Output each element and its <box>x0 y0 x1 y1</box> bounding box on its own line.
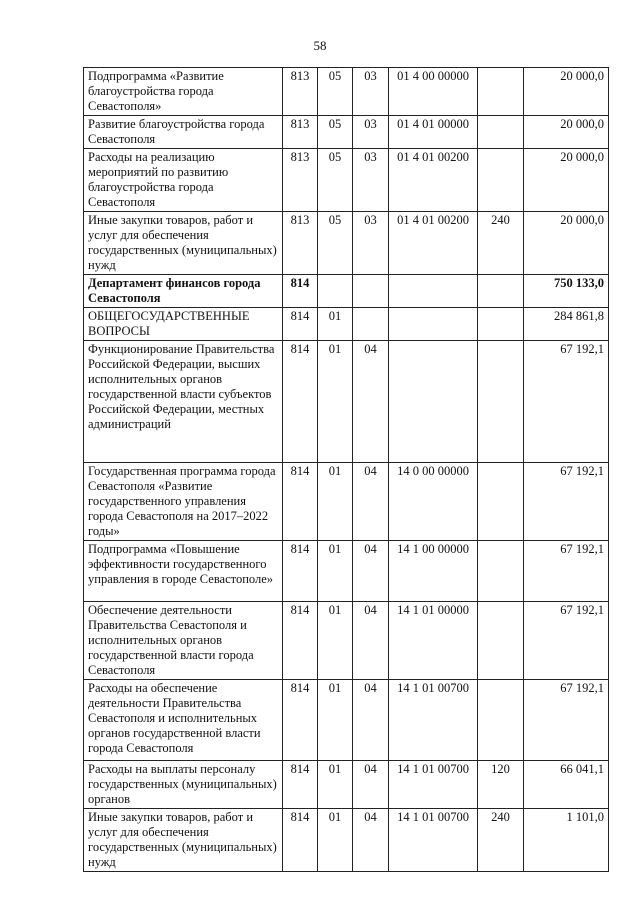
cell-target-article-code: 14 1 00 00000 <box>389 541 478 602</box>
table-row <box>84 341 609 463</box>
cell-amount: 20 000,0 <box>524 149 609 212</box>
cell-name: Иные закупки товаров, работ и услуг для обеспечения государственных (муниципальных) нужд <box>84 809 283 872</box>
cell-target-article-code: 01 4 00 00000 <box>389 68 478 116</box>
cell-expense-type-code <box>478 308 524 341</box>
cell-section-code: 05 <box>318 116 353 149</box>
table-row <box>84 541 609 602</box>
cell-ved-code: 814 <box>283 275 318 308</box>
cell-target-article-code: 01 4 01 00200 <box>389 149 478 212</box>
cell-target-article-code: 14 1 01 00700 <box>389 680 478 761</box>
cell-subsection-code: 04 <box>353 341 389 463</box>
cell-amount: 20 000,0 <box>524 68 609 116</box>
cell-section-code: 01 <box>318 341 353 463</box>
cell-amount: 1 101,0 <box>524 809 609 872</box>
cell-ved-code: 813 <box>283 149 318 212</box>
cell-target-article-code <box>389 341 478 463</box>
cell-amount: 20 000,0 <box>524 116 609 149</box>
cell-name: Подпрограмма «Развитие благоустройства города Севастополя» <box>84 68 283 116</box>
cell-ved-code: 814 <box>283 680 318 761</box>
cell-target-article-code <box>389 308 478 341</box>
cell-subsection-code <box>353 308 389 341</box>
budget-table <box>83 67 609 872</box>
cell-subsection-code: 04 <box>353 680 389 761</box>
cell-subsection-code <box>353 275 389 308</box>
cell-expense-type-code <box>478 602 524 680</box>
cell-target-article-code: 01 4 01 00200 <box>389 212 478 275</box>
cell-amount: 66 041,1 <box>524 761 609 809</box>
cell-ved-code: 814 <box>283 541 318 602</box>
cell-expense-type-code: 240 <box>478 212 524 275</box>
cell-name: Подпрограмма «Повышение эффективности государственного управления в городе Севастополе» <box>84 541 283 602</box>
cell-subsection-code: 04 <box>353 809 389 872</box>
cell-subsection-code: 03 <box>353 116 389 149</box>
cell-expense-type-code <box>478 68 524 116</box>
cell-name: Развитие благоустройства города Севастополя <box>84 116 283 149</box>
cell-amount: 20 000,0 <box>524 212 609 275</box>
table-row <box>84 602 609 680</box>
cell-section-code: 01 <box>318 761 353 809</box>
cell-target-article-code <box>389 275 478 308</box>
cell-amount: 750 133,0 <box>524 275 609 308</box>
cell-amount: 67 192,1 <box>524 541 609 602</box>
cell-expense-type-code: 120 <box>478 761 524 809</box>
cell-subsection-code: 04 <box>353 541 389 602</box>
cell-expense-type-code <box>478 341 524 463</box>
cell-section-code: 01 <box>318 680 353 761</box>
table-row <box>84 275 609 308</box>
cell-section-code: 01 <box>318 463 353 541</box>
table-row <box>84 680 609 761</box>
cell-subsection-code: 04 <box>353 761 389 809</box>
cell-subsection-code: 03 <box>353 149 389 212</box>
cell-amount: 284 861,8 <box>524 308 609 341</box>
table-row <box>84 463 609 541</box>
cell-ved-code: 813 <box>283 68 318 116</box>
cell-name: ОБЩЕГОСУДАРСТВЕННЫЕ ВОПРОСЫ <box>84 308 283 341</box>
cell-ved-code: 813 <box>283 212 318 275</box>
cell-name: Обеспечение деятельности Правительства Севастополя и исполнительных органов государственной власти города Севастополя <box>84 602 283 680</box>
cell-expense-type-code: 240 <box>478 809 524 872</box>
cell-target-article-code: 14 1 01 00700 <box>389 809 478 872</box>
cell-name: Иные закупки товаров, работ и услуг для обеспечения государственных (муниципальных) нужд <box>84 212 283 275</box>
cell-section-code: 01 <box>318 809 353 872</box>
cell-ved-code: 814 <box>283 463 318 541</box>
cell-name: Департамент финансов города Севастополя <box>84 275 283 308</box>
cell-target-article-code: 14 1 01 00000 <box>389 602 478 680</box>
cell-section-code: 05 <box>318 212 353 275</box>
cell-expense-type-code <box>478 149 524 212</box>
cell-subsection-code: 04 <box>353 602 389 680</box>
cell-subsection-code: 03 <box>353 68 389 116</box>
cell-subsection-code: 03 <box>353 212 389 275</box>
cell-amount: 67 192,1 <box>524 341 609 463</box>
cell-expense-type-code <box>478 680 524 761</box>
cell-section-code: 01 <box>318 308 353 341</box>
cell-ved-code: 814 <box>283 308 318 341</box>
cell-name: Расходы на обеспечение деятельности Правительства Севастополя и исполнительных органов государственной власти города Севастополя <box>84 680 283 761</box>
cell-name: Функционирование Правительства Российской Федерации, высших исполнительных органов государственной власти субъектов Российской Федерации, местных администраций <box>84 341 283 463</box>
table-row <box>84 308 609 341</box>
cell-ved-code: 814 <box>283 761 318 809</box>
cell-section-code: 01 <box>318 602 353 680</box>
table-row <box>84 149 609 212</box>
cell-section-code: 05 <box>318 68 353 116</box>
table-row <box>84 212 609 275</box>
cell-ved-code: 814 <box>283 809 318 872</box>
cell-section-code: 01 <box>318 541 353 602</box>
cell-target-article-code: 01 4 01 00000 <box>389 116 478 149</box>
cell-name: Расходы на выплаты персоналу государственных (муниципальных) органов <box>84 761 283 809</box>
budget-table-body <box>84 68 609 872</box>
table-row <box>84 68 609 116</box>
cell-name: Расходы на реализацию мероприятий по развитию благоустройства города Севастополя <box>84 149 283 212</box>
cell-expense-type-code <box>478 275 524 308</box>
page-number: 58 <box>313 38 327 53</box>
cell-expense-type-code <box>478 463 524 541</box>
cell-subsection-code: 04 <box>353 463 389 541</box>
cell-section-code <box>318 275 353 308</box>
cell-ved-code: 814 <box>283 341 318 463</box>
cell-expense-type-code <box>478 116 524 149</box>
cell-ved-code: 813 <box>283 116 318 149</box>
table-row <box>84 116 609 149</box>
cell-target-article-code: 14 0 00 00000 <box>389 463 478 541</box>
cell-section-code: 05 <box>318 149 353 212</box>
cell-amount: 67 192,1 <box>524 680 609 761</box>
cell-expense-type-code <box>478 541 524 602</box>
cell-amount: 67 192,1 <box>524 463 609 541</box>
table-row <box>84 809 609 872</box>
cell-ved-code: 814 <box>283 602 318 680</box>
cell-amount: 67 192,1 <box>524 602 609 680</box>
cell-target-article-code: 14 1 01 00700 <box>389 761 478 809</box>
table-row <box>84 761 609 809</box>
cell-name: Государственная программа города Севастополя «Развитие государственного управления города Севастополя на 2017–2022 годы» <box>84 463 283 541</box>
